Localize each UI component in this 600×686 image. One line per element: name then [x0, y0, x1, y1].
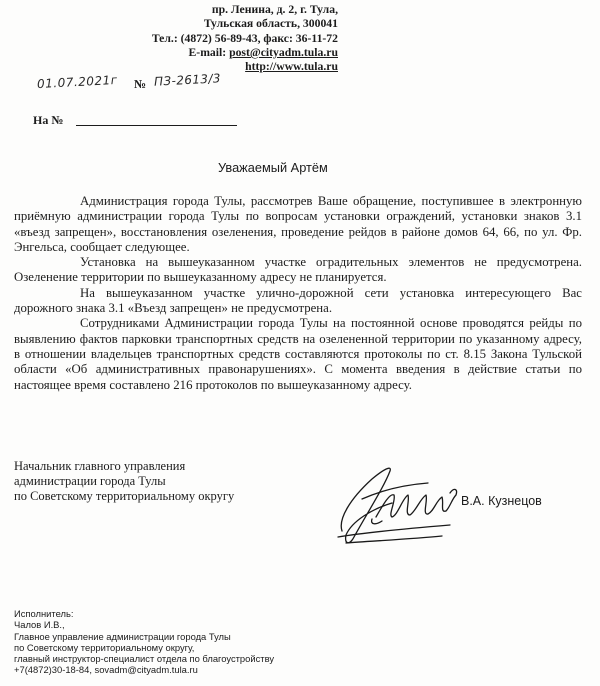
address-line: пр. Ленина, д. 2, г. Тула,	[211, 3, 338, 16]
signer-position-line: Начальник главного управления	[14, 459, 186, 473]
registration-date: 01.07.2021г	[36, 72, 118, 92]
paragraph: На вышеуказанном участке улично-дорожной сети установка интересующего Вас дорожного знака 3.1 «Въезд запрещен» не предусмотрена.	[14, 285, 582, 316]
region-line: Тульская область, 300041	[203, 17, 338, 31]
reference-number-blank	[76, 125, 237, 126]
greeting: Уважаемый Артём	[218, 160, 328, 175]
signer-position	[14, 459, 234, 504]
signer-name: В.А. Кузнецов	[461, 494, 542, 508]
signer-position-line: администрации города Тулы	[14, 474, 166, 488]
signer-position-line: по Советскому территориальному округу	[14, 489, 235, 503]
executor-name: Чалов И.В.,	[14, 619, 65, 631]
paragraph: Администрация города Тулы, рассмотрев Ваше обращение, поступившее в электронную приёмную администрации города Тулы по вопросам установки ограждений, установки знаков 3.1 «въезд запрещен», восстановления озеленения, проведение рейдов в районе домов 64, 66, по ул. Фр. Энгельса, сообщает следующее.	[14, 194, 582, 254]
letterhead	[0, 3, 338, 74]
paragraph: Сотрудниками Администрации города Тулы на постоянной основе проводятся рейды по выявлению фактов парковки транспортных средств на озелененной территории по указанному адресу, в отношении владельцев транспортных средств составляются протоколы по ст. 8.15 Закона Тульской области «Об административных правонарушениях». С момента введения в действие статьи по настоящее время составлено 216 протоколов по вышеуказанному адресу.	[14, 316, 582, 392]
registration-number: ПЗ-2613/3	[153, 71, 222, 89]
executor-department: Главное управление администрации города Тулы	[14, 630, 231, 642]
website-link[interactable]: http://www.tula.ru	[245, 60, 338, 74]
executor-contact: +7(4872)30-18-84, sovadm@cityadm.tula.ru	[14, 664, 198, 676]
letter-body	[14, 194, 582, 393]
email-line	[0, 46, 338, 60]
executor-title: главный инструктор-специалист отдела по благоустройству	[14, 653, 275, 665]
executor-label: Исполнитель:	[14, 608, 74, 619]
phone-fax-line: Тел.: (4872) 56-89-43, факс: 36-11-72	[151, 31, 338, 45]
executor-info	[14, 608, 274, 676]
handwritten-signature	[332, 459, 464, 549]
executor-district: по Советскому территориальному округу,	[14, 641, 195, 653]
email-label: E-mail:	[188, 45, 230, 59]
email-link[interactable]: post@cityadm.tula.ru	[229, 45, 338, 59]
registration-number-sign: №	[134, 77, 147, 91]
reference-number-label: На №	[33, 113, 64, 127]
paragraph: Установка на вышеуказанном участке оградительных элементов не предусмотрена. Озеленение территории по вышеуказанному адресу не планируется.	[14, 255, 582, 285]
